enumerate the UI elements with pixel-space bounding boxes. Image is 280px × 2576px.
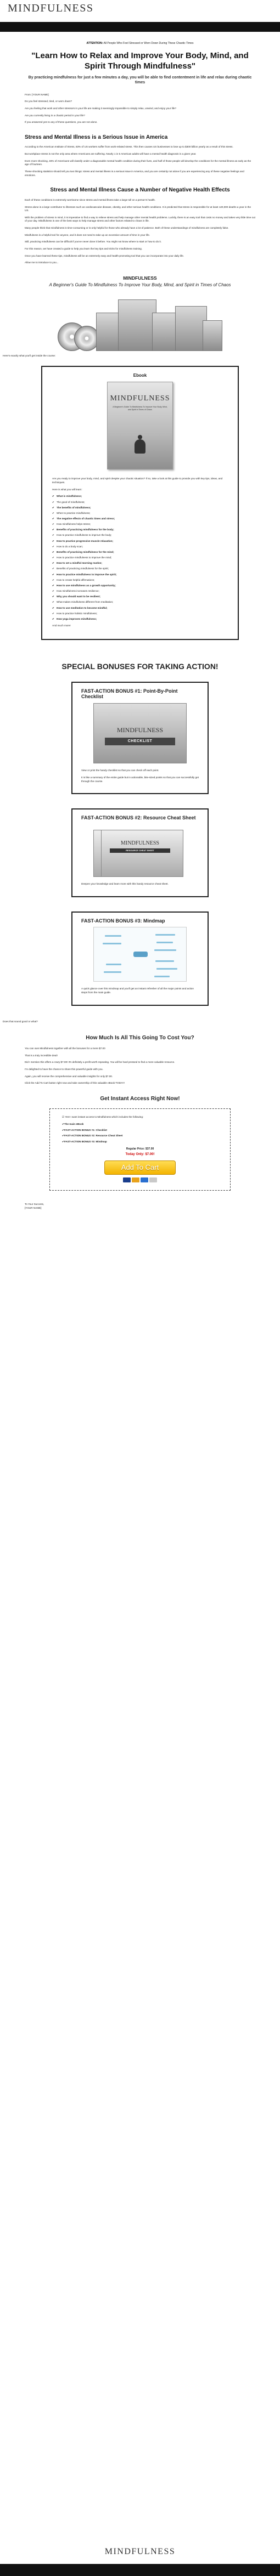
- learning-item: ✔ The good of mindfulness;: [52, 501, 228, 505]
- bonus-paragraph: Deepen your knowledge and learn more with this handy resource cheat sheet.: [81, 882, 169, 885]
- product-lead: Here's exactly what you'll get inside the course:: [3, 354, 56, 358]
- section-paragraph: Each of these conditions is extremely worrisome since stress and mental illness take a large toll on a person's health.: [25, 198, 156, 201]
- section-title: Stress and Mental Illness Cause a Number of Negative Health Effects: [50, 187, 230, 194]
- checklist-image: [93, 703, 187, 763]
- signoff: [25, 1203, 255, 1210]
- payment-card-icon: [149, 1177, 157, 1182]
- learning-item: ✔ How to do a body scan;: [52, 545, 228, 549]
- bonus-title: FAST-ACTION BONUS #1: Point-By-Point Checklist: [81, 688, 178, 700]
- cost-title: How Much Is All This Going To Cost You?: [86, 1035, 194, 1041]
- meditation-silhouette-icon: [135, 439, 145, 454]
- ebook-more: And much more!: [52, 624, 71, 627]
- ebook-learning-list: [52, 495, 228, 621]
- order-item: ✔ FAST-ACTION BONUS #3: Mindmap: [62, 1140, 218, 1144]
- mindmap-node: [155, 960, 174, 962]
- section-paragraph: With the problem of stress in mind, it is imperative to find a way to relieve stress and help manage other mental health problems. Luckily, there is an easy tool that costs no money and takes very little time out of your day. Mindfulness is one of the best ways to help manage stress and other factors related to chaos in life.: [25, 216, 255, 223]
- pricing-paragraph: I'm delighted to have the chance to share this powerful guide with you.: [25, 1067, 103, 1071]
- learning-item: ✔ Benefits of practicing mindfulness for the spirit;: [52, 567, 228, 571]
- attention-label: ATTENTION:: [86, 42, 103, 45]
- section-paragraph: According to the American Institute of Stress, 83% of US workers suffer from work-related stress. This then causes US businesses to lose up to $300 billion yearly as a result of this stress.: [25, 145, 233, 149]
- section-paragraph: These shocking statistics should tell you two things: stress and mental illness is a serious issue in America, and you are certainly not alone if you are experiencing any of these negative feelings and emotions.: [25, 170, 244, 177]
- ebook-cover-image: [118, 299, 156, 351]
- regular-price: Regular Price: $37.00: [126, 1147, 154, 1151]
- order-item: ✔ FAST-ACTION BONUS #2: Resource Cheat Sheet: [62, 1134, 218, 1138]
- order-box: [49, 1108, 231, 1191]
- order-intro-text: Yes! I want instant access to Mindfulness which includes the following:: [65, 1116, 144, 1119]
- bonus-paragraph: It is like a summary of the entire guide but in actionable, bite-sized points so that you can successfully get through the course.: [81, 775, 199, 783]
- order-item: ✔ The main eBook: [62, 1123, 218, 1126]
- brand-logo[interactable]: MINDFULNESS: [8, 2, 94, 14]
- mindmap-node: [106, 964, 121, 965]
- intro-paragraph: Are you currently living in a chaotic period in your life?: [25, 114, 85, 117]
- mindmap-node: [104, 971, 121, 973]
- subheadline: By practicing mindfulness for just a few minutes a day, you will be able to find contentment in life and relax during chaotic times: [28, 75, 252, 85]
- footer-bar: [0, 2564, 280, 2576]
- closing-question: Does that sound good or what?: [3, 1020, 38, 1023]
- signoff-name: [YOUR NAME]: [25, 1206, 42, 1209]
- section-title: Stress and Mental Illness is a Serious Issue in America: [25, 134, 168, 140]
- section-paragraph: For this reason, we have created a guide to help you learn the key tips and tricks for mindfulness training.: [25, 247, 142, 251]
- headline: "Learn How to Relax and Improve Your Body, Mind, and Spirit Through Mindfulness": [31, 51, 249, 71]
- checkbox-icon[interactable]: ☑: [62, 1116, 65, 1119]
- product-title: MINDFULNESS: [123, 275, 157, 281]
- learning-item: ✔ Why you should want to be resilient;: [52, 595, 228, 599]
- mindmap-image: [93, 927, 187, 982]
- cover-subtitle: A Beginner's Guide To Mindfulness To Improve Your Body, Mind, and Spirit in Times of Chaos: [113, 405, 167, 411]
- learning-item: ✔ What makes mindfulness different from meditation;: [52, 601, 228, 604]
- add-to-cart-button[interactable]: Add To Cart: [104, 1160, 176, 1175]
- learning-item: ✔ How to practice holistic mindfulness;: [52, 612, 228, 616]
- order-intro: [62, 1116, 218, 1119]
- section-paragraph: Even more shocking, 46% of Americans will classify under a diagnosable mental health condition during their lives, and half of those people will develop the conditions for the mental illness as early as the age of fourteen.: [25, 159, 251, 166]
- attention-text: All People Who Feel Stressed or Worn Down During These Chaotic Times: [103, 42, 194, 45]
- learning-item: ✔ How to practice progressive muscle relaxation;: [52, 540, 228, 543]
- intro-paragraph: If you answered yes to any of these questions, you are not alone.: [25, 121, 98, 124]
- learning-item: ✔ How to use mindfulness as a growth opportunity;: [52, 584, 228, 588]
- learning-item: ✔ Benefits of practicing mindfulness for the mind;: [52, 551, 228, 554]
- dvd-case-image: [152, 313, 178, 351]
- bonus-paragraph: A quick glance over this mindmap and you'll get an instant refresher of all the major points and action steps from the main guide.: [81, 987, 194, 994]
- product-mockup-image: [58, 294, 222, 354]
- learning-item: ✔ The benefits of mindfulness;: [52, 506, 228, 510]
- product-section: [3, 275, 255, 358]
- pricing-paragraph: That is a truly incredible deal!: [25, 1054, 58, 1057]
- section-paragraph: Stress alone is a large contributor to illnesses such as cardiovascular disease, obesity, and other serious health conditions. It is predicted that stress is responsible for at least 120,000 deaths a year in the US.: [25, 205, 251, 212]
- learning-item: ✔ How to practice mindfulness to improve the spirit;: [52, 573, 228, 577]
- learning-item: ✔ How yoga improves mindfulness;: [52, 618, 228, 621]
- health-effects-section: [25, 187, 255, 265]
- product-subtitle: A Beginner's Guide To Mindfulness To Improve Your Body, Mind, and Spirit in Times of Chaos: [49, 282, 231, 288]
- ebook-paragraph: Are you ready to improve your body, mind, and spirit despite your chaotic situation? If so, take a look at this guide to provide you with key tips, ideas, and techniques.: [52, 477, 223, 484]
- from-line: From: [YOUR NAME]: [25, 93, 49, 96]
- learning-item: ✔ How to practice mindfulness to improve the body;: [52, 534, 228, 537]
- payment-card-icon: [132, 1177, 139, 1182]
- order-items-list: [62, 1123, 218, 1144]
- ebook-title: Ebook: [133, 372, 147, 378]
- learning-item: ✔ What is mindfulness;: [52, 495, 228, 499]
- bonus-title: FAST-ACTION BONUS #2: Resource Cheat Sheet: [81, 815, 196, 821]
- pricing-paragraph: Did I mention this offers a crazy $7.00! It's definitely a profit worth repeating. You will be hard pressed to find a more valuable resource.: [25, 1061, 175, 1064]
- section-paragraph: Still, practicing mindfulness can be difficult if you've never done it before. You might not know where to start or how to do it.: [25, 240, 161, 244]
- learning-item: ✔ How to set a mindful morning routine;: [52, 562, 228, 565]
- bonus-paragraph: View or print the handy checklist so that you can check off each point.: [81, 769, 159, 772]
- section-paragraph: Mindfulness is a helpful tool for anyone, and it does not need to take up an excessive amount of time in your life.: [25, 233, 150, 236]
- sheet-page-image: [101, 830, 183, 877]
- mindmap-node: [155, 934, 175, 936]
- image-label: CHECKLIST: [105, 738, 175, 745]
- learning-item: ✔ How to use meditation to become mindful;: [52, 607, 228, 610]
- learning-item: ✔ How to practice mindfulness to improve the mind;: [52, 556, 228, 560]
- pricing-section: [3, 1020, 255, 1085]
- tablet-image: [203, 320, 222, 351]
- stress-section: [25, 134, 255, 177]
- bonuses-heading: SPECIAL BONUSES FOR TAKING ACTION!: [61, 662, 219, 671]
- mindmap-node: [156, 942, 173, 943]
- mindmap-center-node: [133, 952, 148, 957]
- intro-paragraph: Do you feel stressed, tired, or worn down?: [25, 100, 72, 103]
- bonus-box-2: [71, 808, 209, 897]
- main-content: [3, 42, 255, 1210]
- nav-bar: [0, 22, 280, 32]
- image-label: RESOURCE CHEAT SHEET: [110, 848, 170, 853]
- today-price: Today Only: $7.00!: [125, 1152, 155, 1156]
- bonus-box-1: [71, 682, 209, 795]
- pricing-paragraph: Again, you will receive the comprehensive and valuable insights for only $7.00.: [25, 1074, 113, 1078]
- learning-item: ✔ How mindfulness increases resilience;: [52, 590, 228, 593]
- ebook-box: [41, 366, 239, 640]
- learning-item: ✔ When to practice mindfulness;: [52, 512, 228, 516]
- learning-item: ✔ The negative effects of chaotic times and stress;: [52, 517, 228, 521]
- cheat-sheet-image: [93, 824, 187, 877]
- footer-brand-logo[interactable]: MINDFULNESS: [104, 2547, 176, 2556]
- pricing-paragraph: You can own Mindfulness together with all the bonuses for a mere $7.00: [25, 1046, 105, 1050]
- signoff-line: To Your Success,: [25, 1203, 44, 1206]
- learning-item: ✔ How mindfulness helps stress;: [52, 523, 228, 526]
- attention-line: [25, 42, 255, 46]
- payment-card-icon: [141, 1177, 148, 1182]
- payment-cards: [62, 1177, 218, 1184]
- bonus-title: FAST-ACTION BONUS #3: Mindmap: [81, 918, 165, 924]
- intro-section: [25, 93, 255, 124]
- bonus-box-3: [71, 911, 209, 1006]
- site-footer: [0, 2542, 280, 2576]
- order-item: ✔ FAST-ACTION BONUS #1: Checklist: [62, 1129, 218, 1133]
- ebook-paragraph: Here is what you will learn:: [52, 488, 82, 491]
- section-paragraph: Once you have learned these tips, mindfulness will be an extremely easy and health-promoting tool that you can incorporate into your daily life.: [25, 254, 184, 257]
- section-paragraph: But workplace stress is not the only area where Americans are suffering. Nearly 1 in 5 American adults will have a mental health diagnosis in a given year.: [25, 152, 197, 156]
- section-paragraph: Many people think that mindfulness is time-consuming or is only helpful for those who already have a lot of patience. Both of these understandings of mindfulness are completely false.: [25, 227, 229, 230]
- pricing-paragraph: Click the Add To Cart button right now and take ownership of this valuable eBook TODAY!: [25, 1082, 125, 1085]
- mindmap-node: [154, 949, 176, 951]
- learning-item: ✔ Benefits of practicing mindfulness for the body;: [52, 528, 228, 532]
- access-title: Get Instant Access Right Now!: [100, 1095, 180, 1102]
- mindmap-node: [156, 968, 177, 970]
- intro-paragraph: Are you feeling that work and other stressors in your life are making it seemingly impossible to simply relax, unwind, and enjoy your life?: [25, 106, 177, 110]
- mindmap-node: [105, 935, 121, 937]
- payment-card-icon: [123, 1177, 131, 1182]
- learning-item: ✔ How to create helpful affirmations;: [52, 579, 228, 582]
- mindmap-node: [103, 943, 121, 944]
- image-title: MINDFULNESS: [116, 726, 163, 734]
- cover-title: MINDFULNESS: [110, 394, 170, 403]
- section-paragraph: Allow me to introduce to you...: [25, 261, 59, 264]
- ebook-cover-image: [107, 382, 173, 469]
- mindmap-node: [154, 976, 170, 977]
- image-title: MINDFULNESS: [120, 840, 159, 846]
- site-header: [0, 0, 280, 15]
